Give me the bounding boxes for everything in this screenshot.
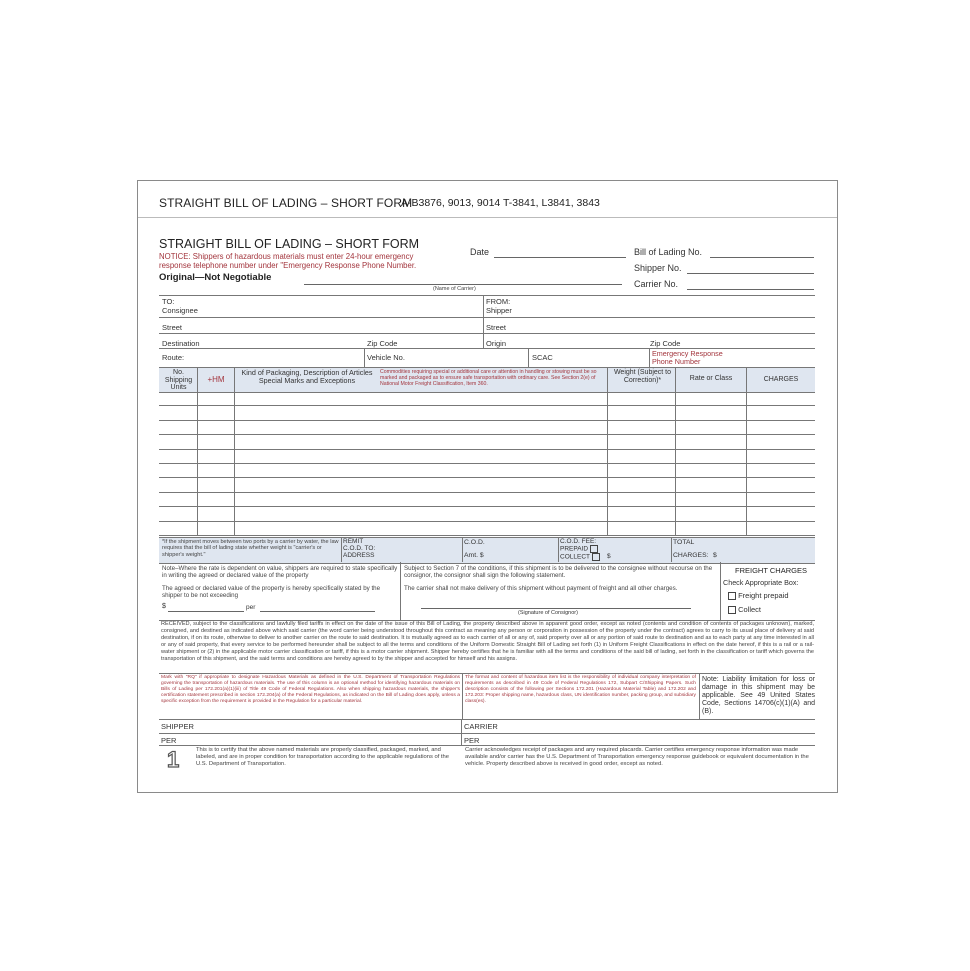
consignor-signature-caption: (Signature of Consignor) xyxy=(518,610,578,616)
notice-line-1: NOTICE: Shippers of hazardous materials must enter 24-hour emergency xyxy=(159,252,414,261)
emergency-response-label-2: Phone Number xyxy=(652,357,701,366)
table-row[interactable] xyxy=(159,477,815,478)
table-row[interactable] xyxy=(159,420,815,421)
header-title: STRAIGHT BILL OF LADING – SHORT FORM xyxy=(159,196,413,210)
carrier-number-field[interactable] xyxy=(687,289,814,290)
street-right-label[interactable]: Street xyxy=(486,323,507,332)
col-charges: CHARGES xyxy=(763,376,799,383)
liability-note: Note: Liability limitation for loss or damage in this shipment may be applicable. See 49 United States Code, Sections 14706(c)(1)(A) and (B). xyxy=(702,676,815,715)
notice-line-2: response telephone number under "Emergency Response Phone Number. xyxy=(159,261,417,270)
table-row[interactable] xyxy=(159,405,815,406)
cod-fee-label: C.O.D. FEE: xyxy=(560,538,597,545)
total-label: TOTAL xyxy=(673,539,695,546)
consignee-label[interactable]: Consignee xyxy=(162,306,198,315)
col-shipping-units: No. Shipping Units xyxy=(164,369,193,391)
form-title: STRAIGHT BILL OF LADING – SHORT FORM xyxy=(159,237,420,251)
carrier-number-label: Carrier No. xyxy=(634,279,679,289)
table-row[interactable] xyxy=(159,506,815,507)
carrier-name-field[interactable] xyxy=(304,284,622,285)
to-label: TO: xyxy=(162,297,175,306)
hazmat-format-note: The format and content of hazardous item list is the responsibility of individual company interpretation of requirements as described in 49 Code of Federal Regulations 172, Subpart C/Shipping Papers. Such description consists of the following per Sections 172.201 (Hazardous Material Table) and 172.202 and 172.203: Proper shipping name, hazardous class, UN identification number, packing group, and subsidiary class(es). xyxy=(465,675,696,704)
cod-amount-label[interactable]: Amt. $ xyxy=(464,552,484,559)
declared-value-per-field[interactable] xyxy=(260,611,375,612)
freight-collect-checkbox[interactable]: Collect xyxy=(728,605,761,614)
table-row[interactable] xyxy=(159,492,815,493)
total-charges-label: CHARGES: xyxy=(673,552,709,559)
zip-left-label[interactable]: Zip Code xyxy=(367,339,398,348)
section7-delivery-text: The carrier shall not make delivery of this shipment without payment of freight and all other charges. xyxy=(404,585,678,592)
freight-check-instruction: Check Appropriate Box: xyxy=(723,578,799,587)
header-strip xyxy=(138,181,837,218)
declared-value-dollar: $ xyxy=(162,603,166,610)
vehicle-number-label[interactable]: Vehicle No. xyxy=(367,353,405,362)
received-terms: RECEIVED, subject to the classifications and lawfully filed tariffs in effect on the date of the issue of this Bill of Lading, the property described above in apparent good order, except as noted (contents and condition of contents of packages unknown), marked, consigned, and destined as indicated above which said carrier (the word carrier being understood throughout this contract as meaning any person or corporation in possession of the property under the contract) agrees to carry to its usual place of delivery at said destination, if on its route, otherwise to deliver to another carrier on the route to said destination. It is mutually agreed as to each carrier of all or any of, said property over all or any portion of said route to destination and as to each party at any time interested in all or any of said property, that every service to be performed hereunder shall be subject to all the terms and conditions of the Uniform Domestic Straight Bill of Lading set forth (1) in Uniform Freight Classifications in effect on the date hereof, if this is a rail or a rail-water shipment or (2) in the applicable motor carrier classification or tariff, if this is a motor carrier shipment. Shipper hereby certifies that he is familiar with all the terms and conditions of the said bill of lading, set forth in the classification or tariff which governs the transportation of this shipment, and the said terms and conditions are hereby agreed to by the shipper and accepted for himself and his assigns. xyxy=(161,621,814,662)
name-of-carrier-caption: (Name of Carrier) xyxy=(433,286,476,292)
route-label[interactable]: Route: xyxy=(162,353,185,362)
water-carrier-note: *If the shipment moves between two ports by a carrier by water, the law requires that the bill of lading state whether weight is "carrier's or shipper's weight." xyxy=(162,539,339,558)
cod-fee-dollar: $ xyxy=(607,553,611,560)
date-field[interactable] xyxy=(494,257,626,258)
freight-prepaid-checkbox[interactable]: Freight prepaid xyxy=(728,591,789,600)
section7-text: Subject to Section 7 of the conditions, if this shipment is to be delivered to the consignee without recourse on the consignor, the consignor shall sign the following statement. xyxy=(404,565,713,579)
col-kind-of-packaging: Kind of Packaging, Description of Articles Special Marks and Exceptions xyxy=(241,368,373,385)
shipper-label[interactable]: Shipper xyxy=(486,306,512,315)
from-label: FROM: xyxy=(486,297,511,306)
shipper-certification: This is to certify that the above named materials are properly classified, packaged, marked, and labeled, and are in proper condition for transportation according to the applicable regulations of the U.S. Department of Transportation. xyxy=(196,747,449,767)
table-row[interactable] xyxy=(159,463,815,464)
cod-collect-option[interactable]: COLLECT xyxy=(560,553,600,561)
street-left-label[interactable]: Street xyxy=(162,323,183,332)
table-row[interactable] xyxy=(159,535,815,536)
scac-label[interactable]: SCAC xyxy=(532,353,553,362)
carrier-signature-label[interactable]: CARRIER xyxy=(464,722,498,731)
cod-to-label: C.O.D. TO: xyxy=(343,545,376,552)
total-charges-dollar: $ xyxy=(713,552,717,559)
date-label: Date xyxy=(470,247,490,257)
original-not-negotiable: Original—Not Negotiable xyxy=(159,272,272,283)
header-codes: A-B3876, 9013, 9014 T-3841, L3841, 3843 xyxy=(401,197,600,209)
declared-value-note: Note–Where the rate is dependent on value, shippers are required to state specifically in writing the agreed or declared value of the property xyxy=(162,565,398,579)
per-left-label[interactable]: PER xyxy=(161,736,177,745)
shipper-signature-label[interactable]: SHIPPER xyxy=(161,722,194,731)
address-label: ADDRESS xyxy=(343,552,375,559)
bol-number-field[interactable] xyxy=(710,257,814,258)
copy-number: 1 xyxy=(167,747,180,772)
cod-label: C.O.D. xyxy=(464,539,485,546)
cod-prepaid-option[interactable]: PREPAID xyxy=(560,545,598,553)
table-row[interactable] xyxy=(159,434,815,435)
declared-value-statement: The agreed or declared value of the property is hereby specifically stated by the shipper to be not exceeding xyxy=(162,585,381,599)
bill-of-lading-sheet xyxy=(137,180,838,793)
shipper-number-field[interactable] xyxy=(687,273,814,274)
zip-right-label[interactable]: Zip Code xyxy=(650,339,681,348)
declared-value-field[interactable] xyxy=(168,611,244,612)
consignor-signature-field[interactable] xyxy=(421,608,691,609)
freight-charges-title: FREIGHT CHARGES xyxy=(735,566,807,575)
col-rate-or-class: Rate or Class xyxy=(689,375,733,382)
origin-label[interactable]: Origin xyxy=(486,339,507,348)
table-row[interactable] xyxy=(159,521,815,522)
col-weight: Weight (Subject to Correction)* xyxy=(613,369,672,384)
col-commodities-note: Commodities requiring special or additional care or attention in handling or stowing must be so marked and packaged as to ensure safe transportation with ordinary care. See Section 2(e) of National Motor Freight Classification, Item 360. xyxy=(380,369,597,387)
table-row[interactable] xyxy=(159,449,815,450)
emergency-response-label-1: Emergency Response xyxy=(652,349,723,358)
carrier-acknowledgement: Carrier acknowledges receipt of packages and any required placards. Carrier certifies emergency response information was made available and/or carrier has the U.S. Department of Transportation emergency response guidebook or equivalent documentation in the vehicle. Property described above is received in good order, except as noted. xyxy=(465,747,809,767)
per-right-label[interactable]: PER xyxy=(464,736,480,745)
col-hm: +HM xyxy=(207,375,225,384)
bol-number-label: Bill of Lading No. xyxy=(634,247,703,257)
destination-label[interactable]: Destination xyxy=(162,339,200,348)
shipper-number-label: Shipper No. xyxy=(634,263,682,273)
remit-label: REMIT xyxy=(343,538,364,545)
hazmat-rq-note: Mark with "RQ" if appropriate to designate Hazardous Materials as defined in the U.S. Department of Transportation Regulations governing the transportation of hazardous materials. The use of this column is an optional method for identifying hazardous materials on Bills of Lading per 172.201(a)(1)(iii) of Title 49 Code of Federal Regulations. Also when shipping hazardous materials, the shipper's certification statement prescribed in section 172.204(a) of the Federal Regulations, as indicated on the Bill of Lading does apply, unless a specific exception from the requirement is provided in the Regulation for a particular material. xyxy=(161,675,460,704)
declared-value-per: per xyxy=(246,604,256,611)
